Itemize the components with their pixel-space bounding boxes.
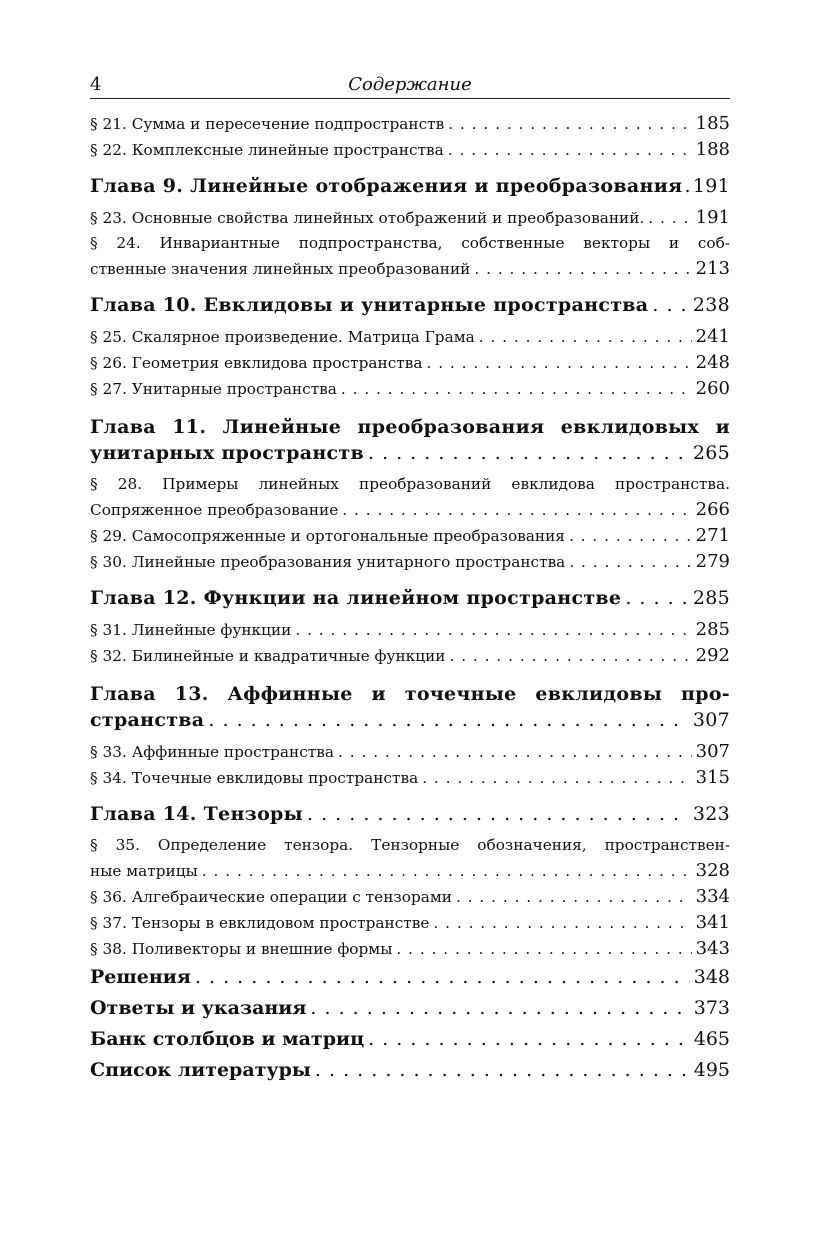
dot-leader [208,707,688,733]
toc-entry-s31[interactable] [90,617,730,643]
toc-literature[interactable] [90,1055,730,1086]
toc-entry-title: § 31. Линейные функции [90,621,292,639]
toc-entry-page: 328 [695,860,730,881]
dot-leader [569,524,692,549]
toc-entry-title: Сопряженное преобразование [90,501,339,519]
dot-leader [368,440,689,466]
end-section-page: 495 [693,1059,730,1081]
toc-entry-page: 341 [695,912,730,933]
chapter-title: Глава 9. Линейные отображения и преобразования [90,175,683,197]
toc-chapter-9[interactable] [90,173,730,199]
page-number: 4 [90,74,102,95]
dot-leader [569,550,691,575]
toc-entry-title: § 23. Основные свойства линейных отображений и преобразований. [90,209,645,227]
chapter-page: 307 [692,709,730,731]
toc-entry-s24[interactable] [90,256,730,282]
toc-entry-title: § 30. Линейные преобразования унитарного пространства [90,553,566,571]
dot-leader [396,937,691,962]
end-section-title: Банк столбцов и матриц [90,1028,365,1050]
end-section-page: 373 [693,997,730,1019]
chapter-title: Глава 12. Функции на линейном пространстве [90,587,622,609]
end-section-page: 348 [693,966,730,988]
toc-entry-title: § 25. Скалярное произведение. Матрица Грама [90,328,475,346]
chapter-page: 238 [692,294,730,316]
toc-chapter-13-line1: Глава 13. Аффинные и точечные евклидовы про- [90,683,730,705]
toc-entry-s36[interactable] [90,884,730,910]
toc-entry-s26[interactable] [90,350,730,376]
dot-leader [474,257,691,282]
toc-entry-title: § 37. Тензоры в евклидовом пространстве [90,914,430,932]
toc-entry-page: 260 [695,378,730,399]
dot-leader [338,740,692,765]
toc-entry-title: § 26. Геометрия евклидова пространства [90,354,423,372]
chapter-page: 323 [692,803,730,825]
toc-solutions[interactable] [90,962,730,993]
dot-leader [652,292,688,318]
page-header [90,70,730,99]
dot-leader [433,911,691,936]
toc-entry-page: 191 [695,207,730,228]
toc-entry-page: 307 [695,741,730,762]
toc-entry-title: § 29. Самосопряженные и ортогональные преобразования [90,527,565,545]
toc-entry-s22[interactable] [90,137,730,163]
dot-leader [342,498,691,523]
dot-leader [625,585,689,611]
toc-entry-title: § 36. Алгебраические операции с тензорами [90,888,452,906]
running-title: Содержание [348,74,472,95]
toc-entry-s32[interactable] [90,643,730,669]
toc-entry-s38[interactable] [90,936,730,962]
toc-entry-s35-line1: § 35. Определение тензора. Тензорные обозначения, пространствен- [90,836,730,854]
toc-entry-page: 343 [695,938,730,959]
toc-entry-s28[interactable] [90,497,730,523]
toc-entry-title: ственные значения линейных преобразований [90,260,471,278]
dot-leader [310,993,689,1024]
toc-chapter-12[interactable] [90,585,730,611]
toc-chapter-14[interactable] [90,801,730,827]
chapter-title: унитарных пространств [90,442,364,464]
book-page [90,70,730,1086]
toc-entry-title: § 22. Комплексные линейные пространства [90,141,444,159]
toc-entry-page: 185 [695,113,730,134]
dot-leader [449,644,691,669]
dot-leader [648,206,691,231]
toc-entry-title: § 32. Билинейные и квадратичные функции [90,647,446,665]
toc-entry-title: § 34. Точечные евклидовы пространства [90,769,419,787]
toc-entry-s37[interactable] [90,910,730,936]
toc-entry-page: 334 [695,886,730,907]
chapter-title: странства [90,709,205,731]
toc-entry-page: 271 [695,525,730,546]
toc-entry-s30[interactable] [90,549,730,575]
dot-leader [315,1055,690,1086]
chapter-page: 191 [692,175,730,197]
dot-leader [426,351,691,376]
toc-entry-s27[interactable] [90,376,730,402]
end-section-title: Список литературы [90,1059,311,1081]
toc-chapter-11[interactable] [90,440,730,466]
chapter-page: 285 [692,587,730,609]
toc-entry-s29[interactable] [90,523,730,549]
toc-entry-s24-line1: § 24. Инвариантные подпространства, собственные векторы и соб- [90,234,730,252]
toc-chapter-10[interactable] [90,292,730,318]
toc-bank[interactable] [90,1024,730,1055]
toc-entry-page: 188 [695,139,730,160]
end-section-title: Ответы и указания [90,997,307,1019]
table-of-contents [90,111,730,1086]
dot-leader [448,112,691,137]
toc-chapter-11-line1: Глава 11. Линейные преобразования евклидовых и [90,416,730,438]
dot-leader [341,377,692,402]
toc-entry-title: § 33. Аффинные пространства [90,743,335,761]
toc-chapter-13[interactable] [90,707,730,733]
toc-entry-s33[interactable] [90,739,730,765]
dot-leader [422,766,691,791]
toc-entry-page: 241 [695,326,730,347]
toc-entry-title: § 27. Унитарные пространства [90,380,337,398]
end-section-title: Решения [90,966,191,988]
chapter-title: Глава 10. Евклидовы и унитарные пространства [90,294,649,316]
toc-entry-page: 213 [695,258,730,279]
toc-entry-page: 248 [695,352,730,373]
toc-entry-page: 285 [695,619,730,640]
toc-entry-page: 266 [695,499,730,520]
end-section-page: 465 [693,1028,730,1050]
toc-entry-title: § 21. Сумма и пересечение подпространств [90,115,445,133]
toc-entry-page: 279 [695,551,730,572]
dot-leader [448,138,692,163]
toc-entry-title: § 38. Поливекторы и внешние формы [90,940,393,958]
toc-entry-page: 315 [695,767,730,788]
toc-entry-s28-line1: § 28. Примеры линейных преобразований евклидова пространства. [90,475,730,493]
dot-leader [202,859,692,884]
toc-entry-s21[interactable] [90,111,730,137]
chapter-page: 265 [692,442,730,464]
toc-entry-s35[interactable] [90,858,730,884]
toc-entry-s25[interactable] [90,324,730,350]
toc-answers[interactable] [90,993,730,1024]
dot-leader [456,885,692,910]
toc-entry-page: 292 [695,645,730,666]
toc-entry-s23[interactable] [90,205,730,231]
toc-entry-title: ные матрицы [90,862,198,880]
dot-leader [368,1024,690,1055]
dot-leader [307,801,689,827]
dot-leader [479,325,692,350]
dot-leader [195,962,690,993]
dot-leader [684,173,690,199]
toc-entry-s34[interactable] [90,765,730,791]
chapter-title: Глава 14. Тензоры [90,803,303,825]
dot-leader [295,618,691,643]
